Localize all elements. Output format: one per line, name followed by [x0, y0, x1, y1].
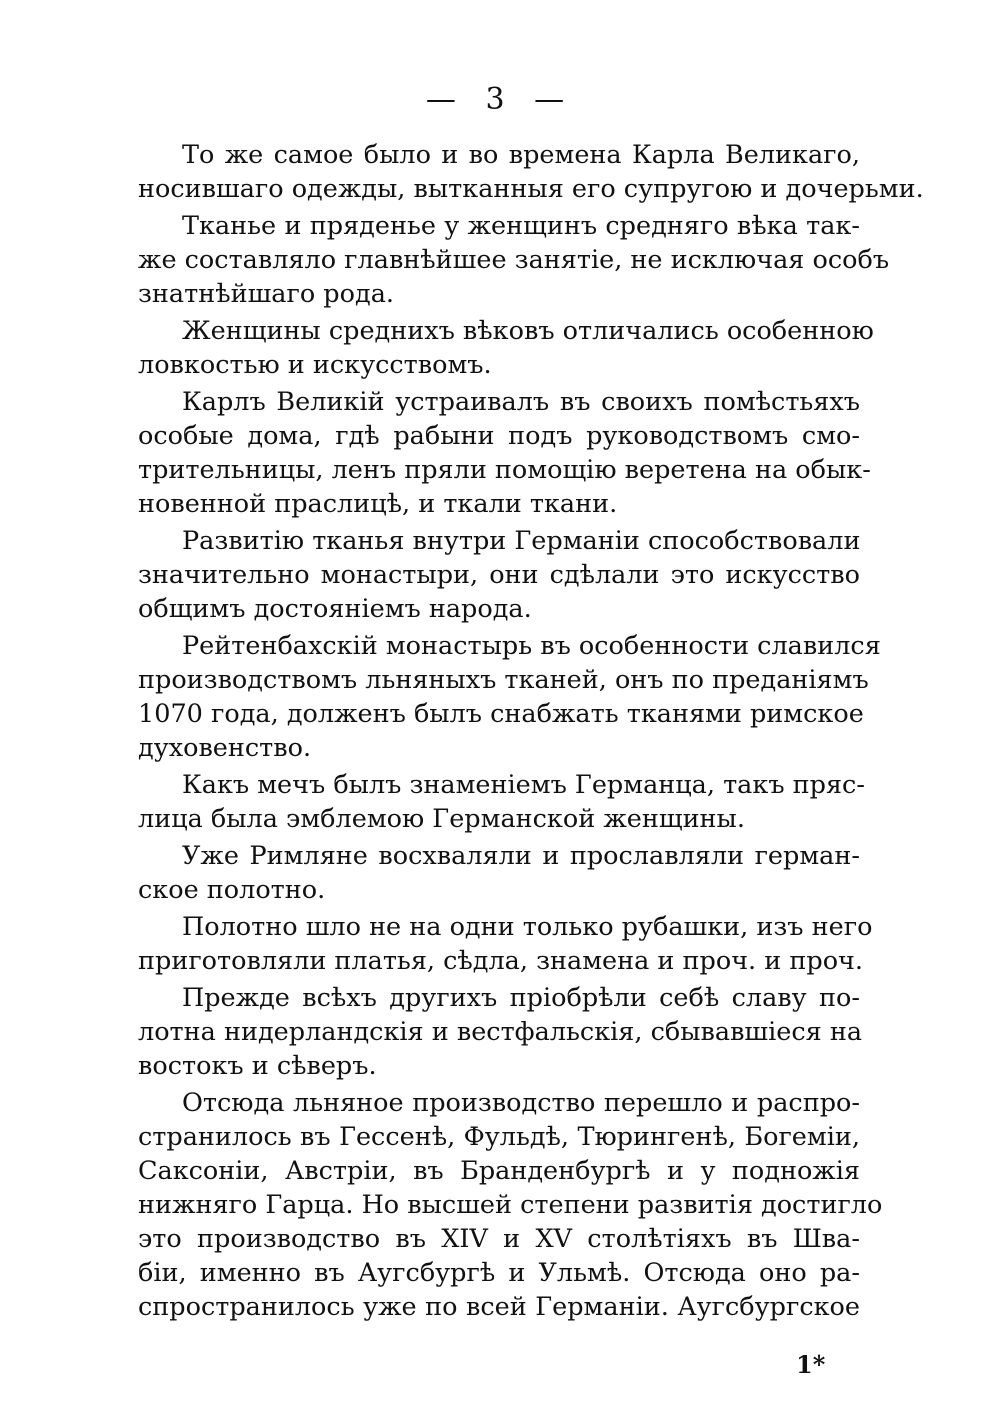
page-number: — 3 — [425, 82, 575, 117]
text-line: 1070 года, долженъ былъ снабжать тканями римское [138, 699, 864, 729]
text-line: Женщины среднихъ вѣковъ отличались особенною [182, 316, 874, 346]
text-line: новенной праслицѣ, и ткали ткани. [138, 489, 618, 519]
body-text [138, 138, 924, 1324]
text-line: То же самое было и во времена Карла Великаго, [182, 140, 860, 170]
text-line: носившаго одежды, вытканныя его супругою и дочерьми. [138, 174, 924, 204]
text-line: лица была эмблемою Германской женщины. [138, 804, 745, 834]
text-line: Саксоніи, Австріи, въ Бранденбургѣ и у подножія [138, 1156, 860, 1186]
text-line: производствомъ льняныхъ тканей, онъ по преданіямъ [138, 665, 869, 695]
text-line: Тканье и пряденье у женщинъ средняго вѣка так- [182, 211, 860, 241]
text-line: востокъ и сѣверъ. [138, 1051, 377, 1081]
text-line: Полотно шло не на одни только рубашки, изъ него [182, 912, 873, 942]
text-line: ловкостью и искусствомъ. [138, 350, 492, 380]
text-line: Карлъ Великій устраивалъ въ своихъ помѣстьяхъ [182, 387, 860, 417]
text-line: приготовляли платья, сѣдла, знамена и проч. и проч. [138, 946, 864, 976]
text-line: общимъ достояніемъ народа. [138, 594, 532, 624]
text-line: спространилось уже по всей Германіи. Аугсбургское [138, 1292, 860, 1322]
text-line: знатнѣйшаго рода. [138, 279, 394, 309]
text-line: же составляло главнѣйшее занятіе, не исключая особъ [138, 245, 890, 275]
text-line: нижняго Гарца. Но высшей степени развитія достигло [138, 1190, 883, 1220]
text-line: Прежде всѣхъ другихъ пріобрѣли себѣ славу по- [182, 983, 860, 1013]
text-line: Отсюда льняное производство перешло и распро- [182, 1088, 860, 1118]
text-line: біи, именно въ Аугсбургѣ и Ульмѣ. Отсюда оно ра- [138, 1258, 860, 1288]
text-line: Рейтенбахскій монастырь въ особенности славился [182, 631, 881, 661]
text-line: Развитію тканья внутри Германіи способствовали [182, 526, 861, 556]
text-line: Уже Римляне восхваляли и прославляли герман- [182, 841, 860, 871]
text-line: странилось въ Гессенѣ, Фульдѣ, Тюрингенѣ, Богеміи, [138, 1122, 860, 1152]
text-line: Какъ мечъ былъ знаменіемъ Германца, такъ пряс- [182, 770, 865, 800]
text-line: духовенство. [138, 733, 312, 763]
text-line: особые дома, гдѣ рабыни подъ руководствомъ смо- [138, 421, 860, 451]
text-line: ское полотно. [138, 875, 326, 905]
text-line: лотна нидерландскія и вестфальскія, сбывавшіеся на [138, 1017, 863, 1047]
text-line: трительницы, ленъ пряли помощію веретена на обык- [138, 455, 871, 485]
text-line: это производство въ XIV и XV столѣтіяхъ въ Шва- [138, 1224, 860, 1254]
signature-mark: 1* [796, 1350, 826, 1379]
text-line: значительно монастыри, они сдѣлали это искусство [138, 560, 860, 590]
